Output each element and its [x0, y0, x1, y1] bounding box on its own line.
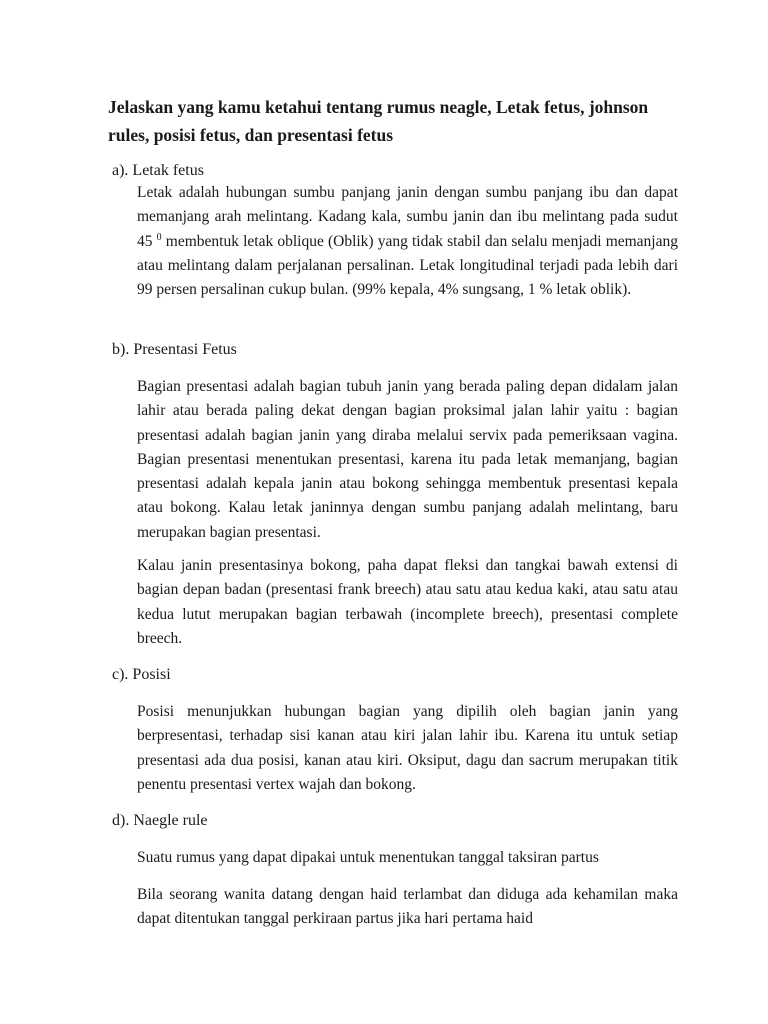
degree-superscript: 0	[156, 231, 162, 243]
paragraph-naegle-1: Suatu rumus yang dapat dipakai untuk menentukan tanggal taksiran partus	[137, 849, 599, 866]
paragraph-text: Letak adalah hubungan sumbu panjang janin dengan sumbu panjang ibu dan dapat memanjang arah melintang. Kadang kala, sumbu janin dan ibu melintang pada sudut 45	[137, 184, 678, 250]
section-heading-naegle-rule: d). Naegle rule	[112, 812, 208, 829]
paragraph-posisi: Posisi menunjukkan hubungan bagian yang dipilih oleh bagian janin yang berpresentasi, terhadap sisi kanan atau kiri jalan lahir ibu. Karena itu untuk setiap presentasi ada dua posisi, kanan atau kiri. Oksiput, dagu dan sacrum merupakan titik penentu presentasi vertex wajah dan bokong.	[137, 703, 678, 793]
document-title: Jelaskan yang kamu ketahui tentang rumus neagle, Letak fetus, johnson rules, posisi fetus, dan presentasi fetus	[108, 97, 649, 145]
section-heading-posisi: c). Posisi	[112, 666, 171, 683]
section-heading-presentasi-fetus: b). Presentasi Fetus	[112, 341, 237, 358]
paragraph-presentasi-2: Kalau janin presentasinya bokong, paha dapat fleksi dan tangkai bawah extensi di bagian depan badan (presentasi frank breech) atau satu atau kedua kaki, atau satu atau kedua lutut merupakan bagian terbawah (incomplete breech), presentasi complete breech.	[137, 557, 678, 647]
paragraph-naegle-2: Bila seorang wanita datang dengan haid terlambat dan diduga ada kehamilan maka dapat ditentukan tanggal perkiraan partus jika hari pertama haid	[137, 886, 678, 928]
paragraph-text: membentuk letak oblique (Oblik) yang tidak stabil dan selalu menjadi memanjang atau melintang dalam perjalanan persalinan. Letak longitudinal terjadi pada lebih dari 99 persen persalinan cukup bulan. (99% kepala, 4% sungsang, 1 % letak oblik).	[137, 232, 678, 299]
paragraph-presentasi-1: Bagian presentasi adalah bagian tubuh janin yang berada paling depan didalam jalan lahir atau berada paling dekat dengan bagian proksimal jalan lahir yaitu : bagian presentasi adalah bagian janin yang diraba melalui servix pada pemeriksaan vagina. Bagian presentasi menentukan presentasi, karena itu pada letak memanjang, bagian presentasi adalah kepala janin atau bokong sehingga membentuk presentasi kepala atau bokong. Kalau letak janinnya dengan sumbu panjang adalah melintang, baru merupakan bagian presentasi.	[137, 378, 678, 541]
section-heading-letak-fetus: a). Letak fetus	[112, 162, 204, 179]
paragraph-letak-fetus	[137, 181, 678, 302]
